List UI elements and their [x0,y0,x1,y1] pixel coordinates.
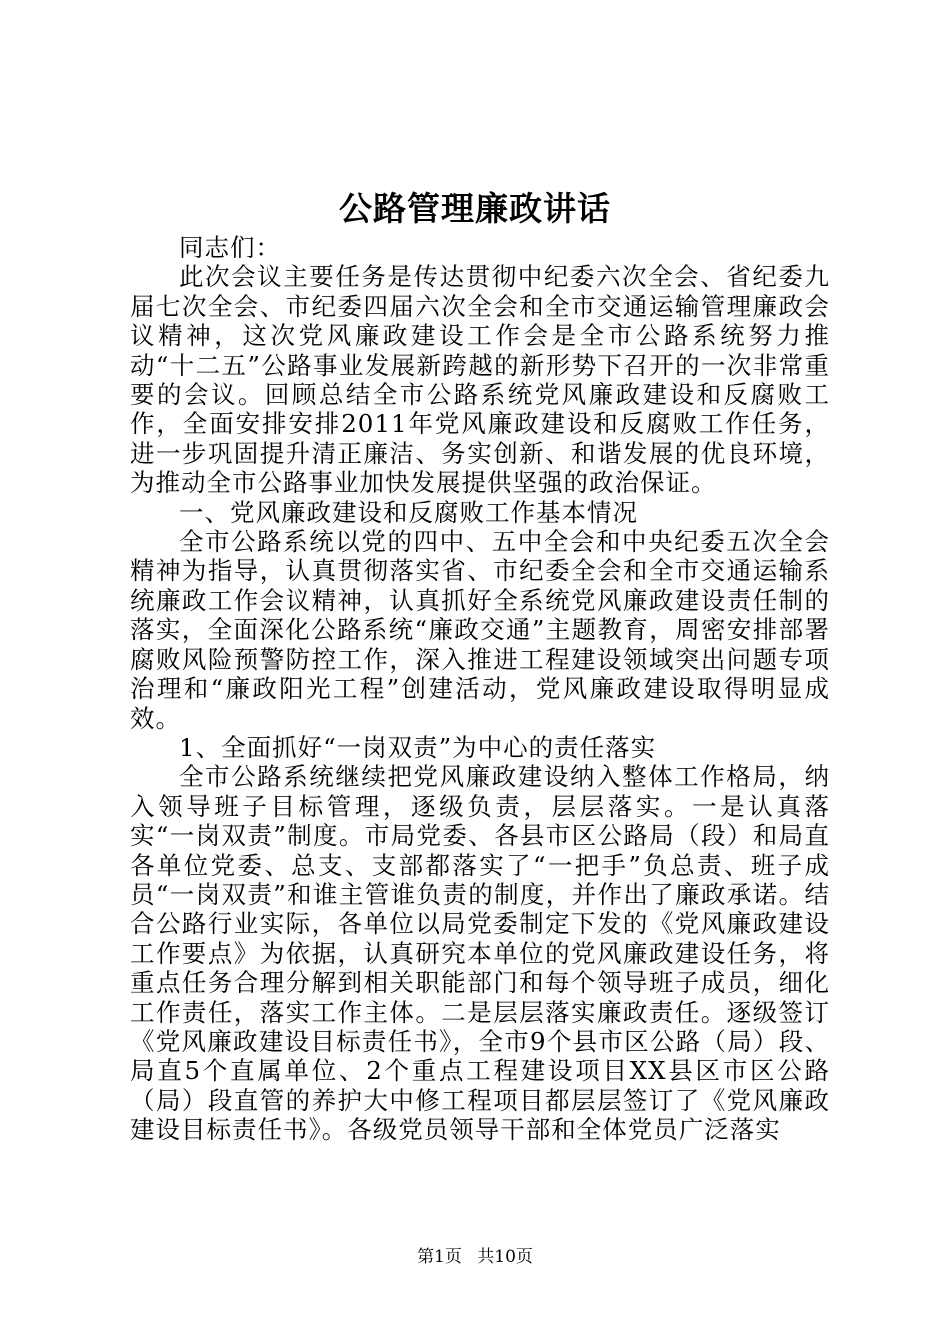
subsection-paragraph: 全市公路系统继续把党风廉政建设纳入整体工作格局，纳入领导班子目标管理，逐级负责，层层落实。一是认真落实“一岗双责”制度。市局党委、各县市区公路局（段）和局直各单位党委、总支、支部都落实了“一把手”负总责、班子成员“一岗双责”和谁主管谁负责的制度，并作出了廉政承诺。结合公路行业实际，各单位以局党委制定下发的《党风廉政建设工作要点》为依据，认真研究本单位的党风廉政建设任务，将重点任务合理分解到相关职能部门和每个领导班子成员，细化工作责任，落实工作主体。二是层层落实廉政责任。逐级签订《党风廉政建设目标责任书》，全市9个县市区公路（局）段、局直5个直属单位、2个重点工程建设项目XX县区市区公路（局）段直管的养护大中修工程项目都层层签订了《党风廉政建设目标责任书》。各级党员领导干部和全体党员广泛落实 [130,762,830,1145]
section-heading: 一、党风廉政建设和反腐败工作基本情况 [179,497,638,527]
page-footer [0,1245,950,1269]
subsection-heading: 1、全面抓好“一岗双责”为中心的责任落实 [179,732,657,762]
total-pages: 共10页 [477,1247,533,1267]
document-body [130,233,830,1145]
document-title: 公路管理廉政讲话 [339,189,611,228]
page-number: 第1页 [417,1247,462,1267]
section-paragraph: 全市公路系统以党的四中、五中全会和中央纪委五次全会精神为指导，认真贯彻落实省、市纪委全会和全市交通运输系统廉政工作会议精神，认真抓好全系统党风廉政建设责任制的落实，全面深化公路系统“廉政交通”主题教育，周密安排部署腐败风险预警防控工作，深入推进工程建设领域突出问题专项治理和“廉政阳光工程”创建活动，党风廉政建设取得明显成效。 [130,527,830,733]
intro-paragraph: 此次会议主要任务是传达贯彻中纪委六次全会、省纪委九届七次全会、市纪委四届六次全会和全市交通运输管理廉政会议精神，这次党风廉政建设工作会是全市公路系统努力推动“十二五”公路事业发展新跨越的新形势下召开的一次非常重要的会议。回顾总结全市公路系统党风廉政建设和反腐败工作，全面安排安排2011年党风廉政建设和反腐败工作任务，进一步巩固提升清正廉洁、务实创新、和谐发展的优良环境，为推动全市公路事业加快发展提供坚强的政治保证。 [130,262,830,498]
salutation-paragraph: 同志们： [179,233,281,262]
